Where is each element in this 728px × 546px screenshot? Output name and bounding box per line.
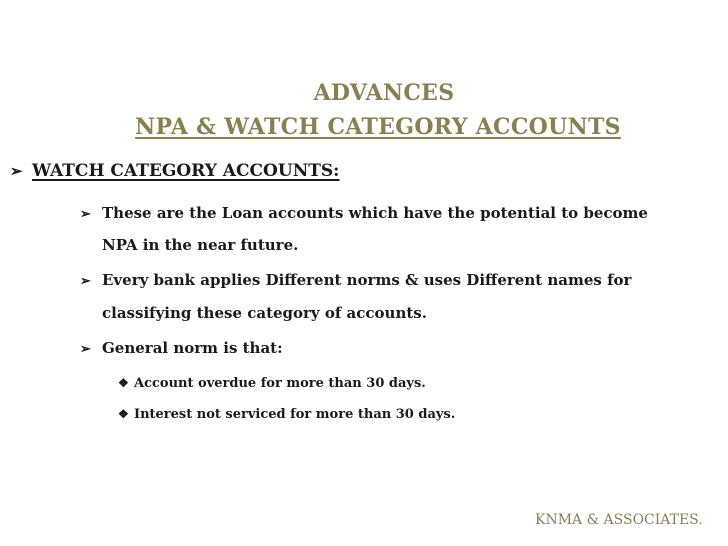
slide-title: ADVANCES [313, 80, 455, 106]
bullet-continuation: classifying these category of accounts. [102, 304, 427, 322]
bullet-text: General norm is that: [102, 339, 283, 357]
diamond-bullet-icon: ❖ [118, 376, 129, 390]
bullet-item [80, 341, 283, 356]
sub-bullet-item [118, 408, 455, 421]
arrow-bullet-icon: ➢ [80, 342, 91, 357]
footer-brand: KNMA & ASSOCIATES. [535, 512, 703, 528]
slide-subtitle-text: NPA & WATCH CATEGORY ACCOUNTS [135, 114, 621, 140]
section-heading-text: WATCH CATEGORY ACCOUNTS: [32, 161, 340, 181]
bullet-continuation: NPA in the near future. [102, 236, 299, 254]
bullet-item [80, 206, 648, 221]
arrow-bullet-icon: ➢ [80, 207, 91, 222]
sub-bullet-item [118, 377, 426, 390]
bullet-text: These are the Loan accounts which have the potential to become [102, 204, 648, 222]
arrow-bullet-icon: ➢ [10, 162, 23, 180]
sub-bullet-text: Account overdue for more than 30 days. [134, 376, 426, 391]
arrow-bullet-icon: ➢ [80, 274, 91, 289]
diamond-bullet-icon: ❖ [118, 407, 129, 421]
bullet-text: Every bank applies Different norms & uses Different names for [102, 271, 632, 289]
section-heading [10, 163, 339, 180]
slide-subtitle [14, 114, 728, 140]
sub-bullet-text: Interest not serviced for more than 30 days. [134, 407, 456, 422]
bullet-item [80, 273, 631, 288]
